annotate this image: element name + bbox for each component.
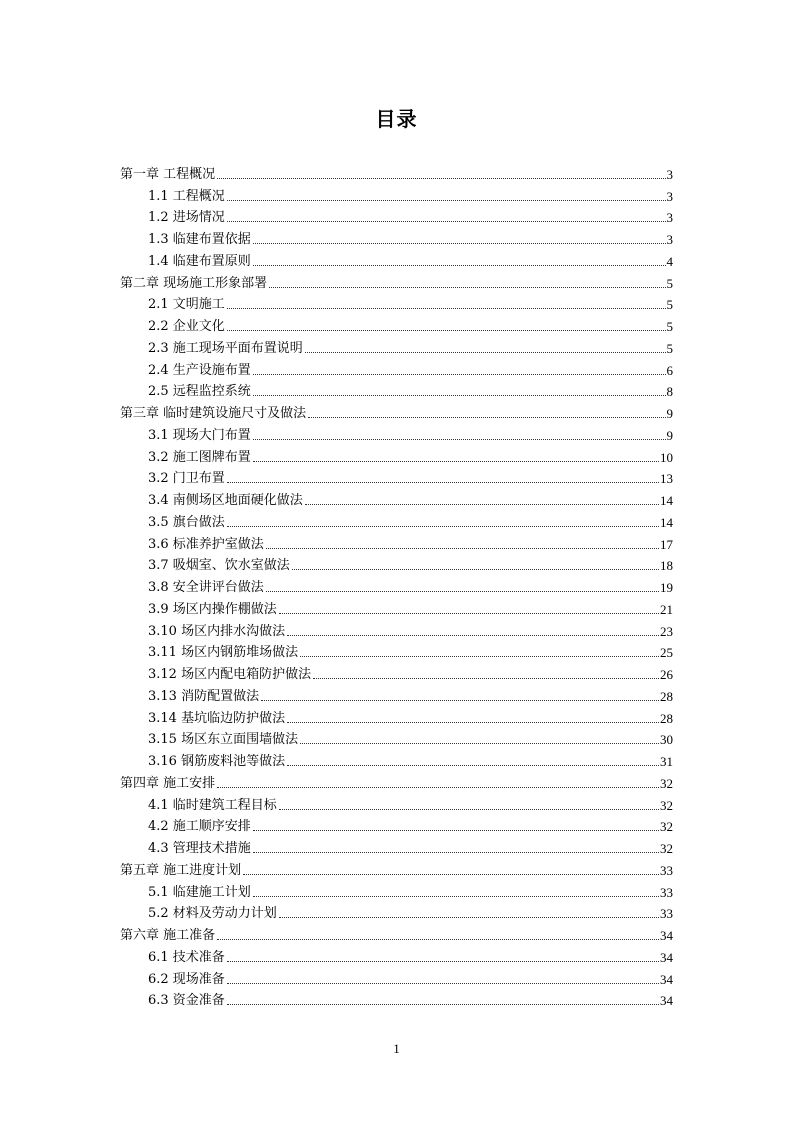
toc-section-entry[interactable] — [120, 683, 673, 705]
toc-entry-page: 34 — [660, 971, 673, 987]
toc-entry-page: 5 — [666, 340, 673, 356]
toc-dot-leader — [227, 526, 659, 527]
toc-dot-leader — [287, 722, 659, 723]
toc-entry-label: 第二章 现场施工形象部署 — [120, 275, 268, 291]
toc-section-entry[interactable] — [120, 966, 673, 988]
toc-dot-leader — [227, 200, 666, 201]
toc-dot-leader — [227, 961, 659, 962]
toc-entry-page: 33 — [660, 884, 673, 900]
toc-entry-label: 3.16 钢筋废料池等做法 — [148, 754, 286, 769]
toc-entry-label: 2.1 文明施工 — [148, 297, 225, 313]
toc-dot-leader — [292, 569, 659, 570]
toc-dot-leader — [227, 221, 666, 222]
toc-entry-label: 第三章 临时建筑设施尺寸及做法 — [120, 406, 307, 421]
toc-entry-label: 1.3 临建布置依据 — [148, 232, 251, 247]
toc-section-entry[interactable] — [120, 901, 673, 923]
toc-dot-leader — [253, 374, 666, 375]
toc-section-entry[interactable] — [120, 422, 673, 444]
toc-section-entry[interactable] — [120, 487, 673, 509]
toc-entry-label: 3.8 安全讲评台做法 — [148, 580, 264, 595]
toc-entry-label: 2.3 施工现场平面布置说明 — [148, 340, 303, 356]
toc-entry-label: 4.3 管理技术措施 — [148, 841, 251, 856]
toc-dot-leader — [253, 830, 659, 831]
toc-entry-label: 3.15 场区东立面围墙做法 — [148, 732, 299, 748]
toc-entry-label: 4.2 施工顺序安排 — [148, 819, 251, 835]
toc-entry-page: 8 — [666, 384, 673, 400]
toc-section-entry[interactable] — [120, 727, 673, 749]
toc-section-entry[interactable] — [120, 596, 673, 618]
toc-entry-label: 6.3 资金准备 — [148, 993, 225, 1009]
page-number: 1 — [393, 1041, 400, 1056]
toc-entry-page: 13 — [660, 471, 673, 487]
toc-dot-leader — [287, 765, 659, 766]
toc-entry-page: 18 — [660, 558, 673, 574]
toc-entry-label: 第四章 施工安排 — [120, 775, 216, 791]
toc-entry-label: 2.4 生产设施布置 — [148, 362, 251, 378]
toc-chapter-entry[interactable] — [120, 922, 673, 944]
toc-dot-leader — [227, 308, 666, 309]
toc-entry-label: 3.2 施工图牌布置 — [148, 449, 251, 465]
toc-entry-page: 14 — [660, 514, 673, 530]
toc-chapter-entry[interactable] — [120, 857, 673, 879]
toc-entry-page: 5 — [666, 319, 673, 334]
toc-section-entry[interactable] — [120, 379, 673, 401]
toc-dot-leader — [305, 352, 666, 353]
toc-chapter-entry[interactable] — [120, 270, 673, 292]
toc-entry-page: 3 — [666, 232, 673, 247]
toc-entry-label: 3.10 场区内排水沟做法 — [148, 623, 286, 639]
toc-dot-leader — [253, 852, 659, 853]
toc-section-entry[interactable] — [120, 292, 673, 314]
toc-section-entry[interactable] — [120, 205, 673, 227]
toc-dot-leader — [253, 439, 666, 440]
toc-dot-leader — [300, 743, 659, 744]
toc-section-entry[interactable] — [120, 531, 673, 553]
toc-entry-page: 3 — [666, 188, 673, 204]
toc-section-entry[interactable] — [120, 705, 673, 727]
toc-entry-page: 14 — [660, 493, 673, 508]
toc-section-entry[interactable] — [120, 618, 673, 640]
toc-entry-label: 3.4 南侧场区地面硬化做法 — [148, 493, 303, 508]
toc-entry-page: 28 — [660, 710, 673, 726]
toc-entry-label: 第一章 工程概况 — [120, 166, 216, 182]
toc-section-entry[interactable] — [120, 835, 673, 857]
toc-entry-label: 2.2 企业文化 — [148, 319, 225, 334]
toc-dot-leader — [305, 504, 659, 505]
toc-entry-page: 21 — [660, 601, 673, 617]
toc-entry-label: 1.4 临建布置原则 — [148, 253, 251, 269]
toc-entry-label: 6.2 现场准备 — [148, 971, 225, 987]
toc-entry-label: 3.7 吸烟室、饮水室做法 — [148, 558, 290, 574]
toc-entry-label: 1.2 进场情况 — [148, 210, 225, 226]
page-title: 目录 — [375, 107, 418, 131]
toc-dot-leader — [266, 591, 659, 592]
toc-entry-page: 5 — [666, 275, 673, 291]
toc-entry-page: 26 — [660, 667, 673, 682]
toc-entry-label: 5.1 临建施工计划 — [148, 884, 251, 900]
toc-dot-leader — [269, 287, 665, 288]
toc-entry-page: 3 — [666, 210, 673, 226]
toc-entry-label: 5.2 材料及劳动力计划 — [148, 906, 277, 922]
toc-dot-leader — [279, 809, 659, 810]
toc-entry-page: 25 — [660, 645, 673, 661]
toc-entry-label: 3.9 场区内操作棚做法 — [148, 601, 277, 617]
toc-entry-label: 第五章 施工进度计划 — [120, 862, 242, 878]
toc-entry-label: 3.13 消防配置做法 — [148, 688, 260, 704]
toc-section-entry[interactable] — [120, 509, 673, 531]
toc-entry-page: 17 — [660, 536, 673, 552]
toc-entry-page: 32 — [660, 775, 673, 791]
toc-dot-leader — [243, 874, 659, 875]
toc-entry-page: 23 — [660, 623, 673, 639]
toc-entry-page: 6 — [666, 362, 673, 378]
toc-dot-leader — [227, 983, 659, 984]
toc-dot-leader — [217, 939, 659, 940]
toc-entry-label: 3.6 标准养护室做法 — [148, 536, 264, 552]
toc-entry-page: 10 — [660, 449, 673, 465]
toc-entry-label: 4.1 临时建筑工程目标 — [148, 797, 277, 813]
toc-entry-page: 34 — [660, 928, 673, 943]
toc-section-entry[interactable] — [120, 335, 673, 357]
toc-entry-page: 9 — [666, 406, 673, 421]
toc-section-entry[interactable] — [120, 640, 673, 662]
toc-entry-page: 9 — [666, 427, 673, 443]
toc-entry-label: 1.1 工程概况 — [148, 188, 225, 204]
toc-section-entry[interactable] — [120, 553, 673, 575]
toc-entry-page: 34 — [660, 949, 673, 965]
toc-dot-leader — [227, 1004, 659, 1005]
toc-section-entry[interactable] — [120, 466, 673, 488]
toc-entry-page: 32 — [660, 819, 673, 835]
toc-section-entry[interactable] — [120, 792, 673, 814]
toc-section-entry[interactable] — [120, 183, 673, 205]
toc-section-entry[interactable] — [120, 661, 673, 683]
toc-dot-leader — [287, 635, 659, 636]
toc-dot-leader — [253, 243, 666, 244]
toc-dot-leader — [253, 461, 659, 462]
toc-entry-page: 31 — [660, 754, 673, 769]
toc-entry-page: 34 — [660, 993, 673, 1009]
toc-dot-leader — [300, 656, 659, 657]
toc-chapter-entry[interactable] — [120, 400, 673, 422]
toc-entry-label: 6.1 技术准备 — [148, 949, 225, 965]
toc-section-entry[interactable] — [120, 313, 673, 335]
toc-entry-label: 3.1 现场大门布置 — [148, 427, 251, 443]
toc-dot-leader — [313, 678, 659, 679]
toc-entry-label: 3.2 门卫布置 — [148, 471, 225, 487]
toc-section-entry[interactable] — [120, 988, 673, 1010]
toc-entry-page: 3 — [666, 166, 673, 182]
toc-entry-page: 19 — [660, 580, 673, 595]
toc-dot-leader — [253, 896, 659, 897]
toc-dot-leader — [253, 265, 666, 266]
toc-entry-label: 3.14 基坑临边防护做法 — [148, 710, 286, 726]
toc-entry-page: 32 — [660, 841, 673, 856]
toc-entry-page: 33 — [660, 906, 673, 922]
toc-entry-page: 5 — [666, 297, 673, 313]
toc-entry-page: 33 — [660, 862, 673, 878]
toc-section-entry[interactable] — [120, 444, 673, 466]
toc-section-entry[interactable] — [120, 879, 673, 901]
toc-section-entry[interactable] — [120, 357, 673, 379]
toc-dot-leader — [227, 482, 659, 483]
toc-section-entry[interactable] — [120, 748, 673, 770]
toc-section-entry[interactable] — [120, 574, 673, 596]
toc-entry-label: 3.11 场区内钢筋堆场做法 — [148, 645, 299, 661]
toc-section-entry[interactable] — [120, 944, 673, 966]
toc-dot-leader — [279, 917, 659, 918]
toc-dot-leader — [308, 417, 665, 418]
toc-entry-label: 3.12 场区内配电箱防护做法 — [148, 667, 312, 682]
toc-entry-page: 28 — [660, 688, 673, 704]
toc-dot-leader — [266, 548, 659, 549]
toc-entry-page: 30 — [660, 732, 673, 748]
toc-entry-page: 32 — [660, 797, 673, 813]
toc-section-entry[interactable] — [120, 248, 673, 270]
toc-chapter-entry[interactable] — [120, 161, 673, 183]
table-of-contents — [120, 161, 673, 1009]
toc-dot-leader — [227, 330, 666, 331]
toc-dot-leader — [217, 787, 659, 788]
toc-dot-leader — [217, 178, 665, 179]
toc-dot-leader — [261, 700, 659, 701]
toc-entry-label: 2.5 远程监控系统 — [148, 384, 251, 400]
toc-entry-page: 4 — [666, 253, 673, 269]
toc-entry-label: 3.5 旗台做法 — [148, 514, 225, 530]
toc-chapter-entry[interactable] — [120, 770, 673, 792]
toc-dot-leader — [253, 395, 666, 396]
toc-section-entry[interactable] — [120, 814, 673, 836]
toc-dot-leader — [279, 613, 659, 614]
toc-section-entry[interactable] — [120, 226, 673, 248]
toc-entry-label: 第六章 施工准备 — [120, 928, 216, 943]
